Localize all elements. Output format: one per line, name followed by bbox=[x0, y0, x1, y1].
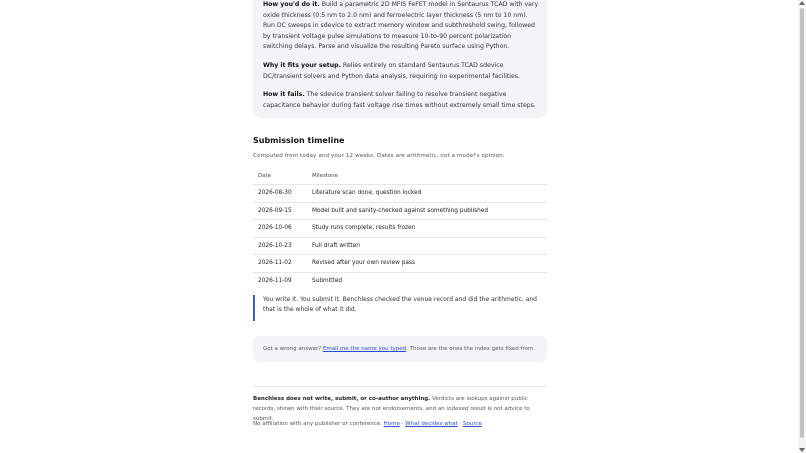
table-row bbox=[253, 273, 547, 290]
separator: · bbox=[459, 421, 462, 427]
timeline-title: Submission timeline bbox=[253, 136, 345, 145]
row-date: 2026-11-02 bbox=[258, 260, 292, 267]
footer-links bbox=[253, 421, 482, 427]
table-row bbox=[253, 203, 547, 221]
feedback-notice bbox=[253, 336, 547, 362]
col-milestone: Milestone bbox=[312, 173, 338, 179]
row-milestone: Revised after your own review pass bbox=[312, 260, 416, 267]
row-date: 2026-10-23 bbox=[258, 242, 292, 249]
row-milestone: Submitted bbox=[312, 277, 343, 284]
scrollbar[interactable] bbox=[798, 0, 806, 453]
email-link[interactable]: Email me the name you typed bbox=[322, 346, 407, 352]
table-row bbox=[253, 255, 547, 273]
row-date: 2026-10-06 bbox=[258, 225, 292, 232]
fail-text: The sdevice transient solver failing to resolve transient negative capacitance behavior during fast voltage rise times without extremely small time steps. bbox=[263, 91, 536, 109]
footer-divider bbox=[253, 386, 547, 387]
scroll-up-icon[interactable] bbox=[799, 1, 805, 5]
why-paragraph bbox=[263, 61, 539, 82]
decides-link[interactable]: What decides what bbox=[405, 421, 458, 427]
row-milestone: Study runs complete, results frozen bbox=[312, 225, 416, 232]
how-heading: How you'd do it. bbox=[263, 1, 320, 8]
affiliation-text: No affiliation with any publisher or conference. bbox=[253, 421, 382, 427]
home-link[interactable]: Home bbox=[383, 421, 400, 427]
approach-card bbox=[253, 0, 547, 118]
how-text: Build a parametric 2D MFIS FeFET model in Sentaurus TCAD with vary oxide thickness (0.5 nm to 2.0 nm) and ferroelectric layer thickness (5 nm to 10 nm). Run DC sweeps in sdevice to extract memory window and subthreshold swing, followed by transient voltage pulse simulations to measure 10-to-90 percent polarization switching delays. Parse and visualize the resulting Pareto surface using Python. bbox=[263, 1, 539, 51]
separator: · bbox=[401, 421, 404, 427]
row-date: 2026-08-30 bbox=[258, 190, 292, 196]
scroll-down-icon[interactable] bbox=[799, 448, 805, 452]
scroll-thumb[interactable] bbox=[800, 8, 804, 438]
row-milestone: Model built and sanity-checked against something published bbox=[312, 207, 489, 214]
fail-heading: How it fails. bbox=[263, 91, 305, 98]
footer-text-a: Verdicts are lookups against public records, shown with their source. They are not endorsements, and an bbox=[253, 396, 528, 412]
how-paragraph bbox=[263, 0, 539, 53]
table-row bbox=[253, 220, 547, 238]
fail-paragraph bbox=[263, 90, 539, 111]
row-milestone: Full draft written bbox=[312, 242, 360, 249]
feedback-text bbox=[263, 346, 535, 352]
footer-text-b: result is not advice to submit. bbox=[253, 405, 530, 422]
timeline-subtitle: Computed from today and your 12 weeks. Dates are arithmetic, not a model's opinion. bbox=[253, 153, 505, 159]
disclaimer-quote: You write it. You submit it. Benchless checked the venue record and did the arithmetic, and that is the whole of what it did. bbox=[253, 295, 543, 321]
footer-disclaimer bbox=[253, 395, 547, 424]
row-date: 2026-11-09 bbox=[258, 277, 292, 284]
source-link[interactable]: Source bbox=[463, 421, 482, 427]
table-row bbox=[253, 238, 547, 256]
footer-bold: Benchless does not write, submit, or co-author anything. bbox=[253, 396, 431, 402]
feedback-suffix: . Those are the ones the index gets fixed from. bbox=[406, 346, 536, 352]
why-heading: Why it fits your setup. bbox=[263, 62, 341, 69]
col-date: Date bbox=[258, 173, 271, 179]
feedback-prefix: Got a wrong answer? bbox=[263, 346, 322, 352]
row-date: 2026-09-15 bbox=[258, 207, 292, 214]
table-header bbox=[253, 170, 547, 185]
why-text: Relies entirely on standard Sentaurus TCAD sdevice DC/transient solvers and Python data analysis, requiring no experimental facilities. bbox=[263, 62, 520, 80]
row-milestone: Literature scan done, question locked bbox=[312, 190, 422, 196]
footer-italic: indexed bbox=[446, 405, 469, 412]
table-row bbox=[253, 185, 547, 203]
timeline-table bbox=[253, 170, 547, 290]
